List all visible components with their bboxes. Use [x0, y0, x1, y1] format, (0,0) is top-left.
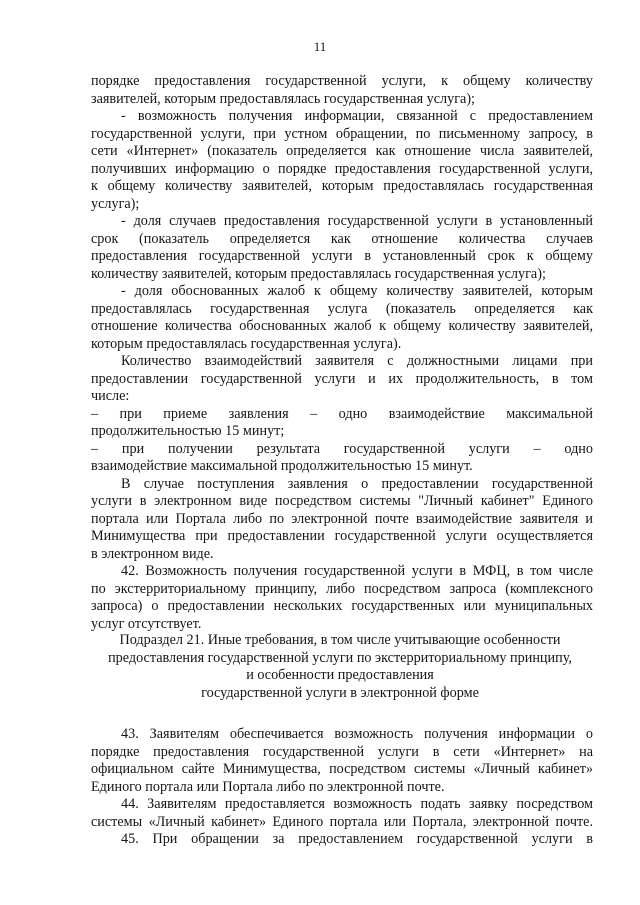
text-line: - доля случаев предоставления государственной услуги в установленный — [121, 213, 593, 229]
paragraph — [91, 73, 593, 108]
heading-line: Подраздел 21. Иные требования, в том числе учитывающие особенности — [119, 632, 561, 648]
text-line: услуга); — [91, 195, 140, 212]
text-line: в электронном виде. — [91, 545, 214, 562]
text-line: Количество взаимодействий заявителя с должностными лицами при — [121, 353, 593, 369]
text-line: – при получении результата государственной услуги – одно — [91, 440, 593, 457]
heading-line: предоставления государственной услуги по экстерриториальному принципу, — [108, 649, 572, 666]
text-line: 42. Возможность получения государственной услуги в МФЦ, в том числе — [121, 563, 593, 579]
text-line: сети «Интернет» (показатель определяется как отношение числа заявителей, — [91, 143, 593, 159]
text-line: по экстерриториальному принципу, либо посредством запроса (комплексного — [91, 580, 593, 597]
text-line: предоставления государственной услуги в установленный срок к общему — [91, 248, 593, 264]
text-line: запроса) о предоставлении нескольких государственных или муниципальных — [91, 598, 593, 614]
paragraph-45 — [91, 831, 593, 849]
text-line: Минимущества при предоставлении государственной услуги осуществляется — [91, 528, 593, 544]
bullet-information-availability — [91, 108, 593, 213]
text-line: предоставлении государственной услуги и их продолжительность, в том — [91, 370, 593, 387]
text-line: – при приеме заявления – одно взаимодействие максимальной — [91, 405, 593, 422]
text-line: получивших информацию о порядке предоставления государственной услуги, — [91, 160, 593, 177]
text-line: В случае поступления заявления о предоставлении государственной — [121, 475, 593, 492]
body-text-continued — [91, 726, 593, 849]
heading-line: государственной услуги в электронной форме — [201, 684, 479, 701]
text-line: числе: — [91, 388, 130, 404]
text-line: 43. Заявителям обеспечивается возможность получения информации о — [121, 726, 593, 742]
bullet-complaints — [91, 283, 593, 353]
bullet-timely-service — [91, 213, 593, 283]
text-line: срок (показатель определяется как отношение количества случаев — [91, 230, 593, 247]
text-line: услуги в электронном виде посредством системы "Личный кабинет" Единого — [91, 493, 593, 509]
text-line: государственной услуги, при устном обращении, по письменному запросу, в — [91, 125, 593, 142]
body-text — [91, 73, 593, 633]
text-line: предоставлялась государственная услуга (показатель определяется как — [91, 300, 593, 317]
text-line: официальном сайте Минимущества, посредством системы «Личный кабинет» — [91, 761, 593, 777]
text-line: продолжительностью 15 минут; — [91, 423, 285, 439]
text-line: - доля обоснованных жалоб к общему количеству заявителей, которым — [121, 283, 593, 299]
text-line: Единого портала или Портала либо по электронной почте. — [91, 778, 445, 795]
subsection-heading — [60, 632, 620, 702]
text-line: 44. Заявителям предоставляется возможность подать заявку посредством — [121, 796, 593, 812]
paragraph-43 — [91, 726, 593, 796]
paragraph-42 — [91, 563, 593, 633]
text-line: отношение количества обоснованных жалоб к общему количеству заявителей, — [91, 318, 593, 334]
text-line: - возможность получения информации, связанной с предоставлением — [121, 108, 593, 124]
paragraph-44 — [91, 796, 593, 831]
text-line: порядке предоставления государственной услуги, к общему количеству — [91, 73, 593, 89]
dash-item-application — [91, 406, 593, 441]
text-line: заявителей, которым предоставлялась государственная услуга); — [91, 90, 475, 107]
page-number: 11 — [313, 39, 327, 54]
text-line: портала или Портала либо по электронной почте взаимодействие заявителя и — [91, 510, 593, 527]
text-line: 45. При обращении за предоставлением государственной услуги в — [121, 831, 593, 847]
heading-line: и особенности предоставления — [246, 667, 434, 683]
paragraph-interactions — [91, 353, 593, 406]
text-line: порядке предоставления государственной услуги в сети «Интернет» на — [91, 743, 593, 760]
text-line: количеству заявителей, которым предоставлялась государственная услуга); — [91, 265, 546, 282]
text-line: взаимодействие максимальной продолжительностью 15 минут. — [91, 458, 473, 474]
text-line: к общему количеству заявителей, которым предоставлялась государственная — [91, 178, 593, 194]
dash-item-result — [91, 441, 593, 476]
paragraph-electronic — [91, 476, 593, 564]
text-line: которым предоставлялась государственная услуга). — [91, 335, 402, 352]
text-line: услуг отсутствует. — [91, 615, 202, 632]
text-line: системы «Личный кабинет» Единого портала или Портала, электронной почте. — [91, 813, 593, 830]
